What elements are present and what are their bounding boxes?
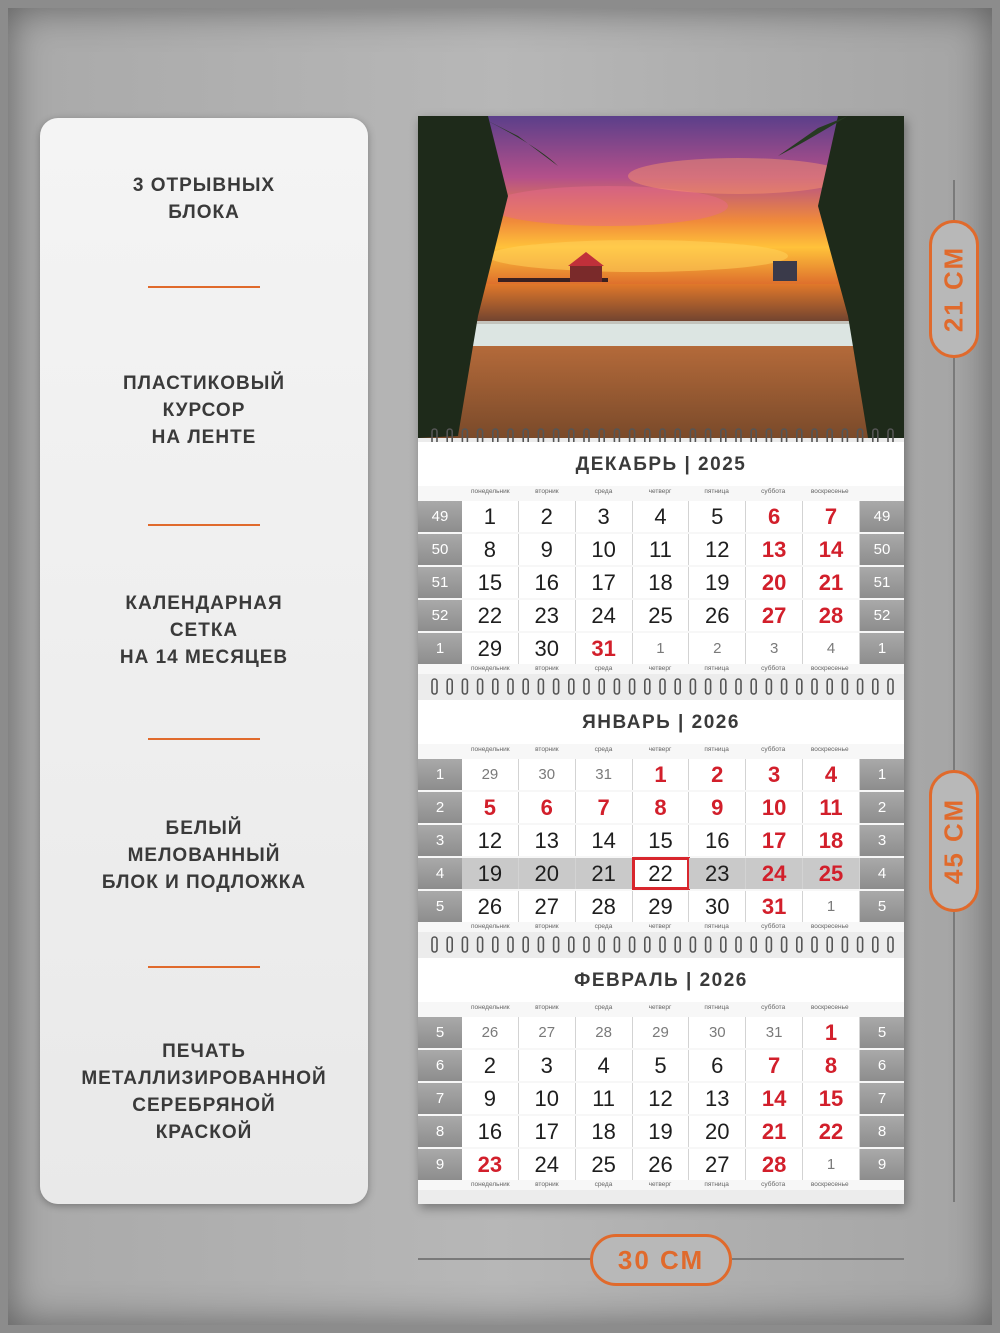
day-cell: 2 [519,501,576,532]
week-number: 1 [418,759,462,790]
day-cell: 29 [462,759,519,790]
day-cell-marked: 22 [633,858,690,889]
day-cell: 27 [519,1017,576,1048]
dimension-line [732,1258,904,1260]
day-cell: 5 [633,1050,690,1081]
week-number: 3 [860,825,904,856]
day-cell: 4 [633,501,690,532]
width-label: 30 СМ [590,1234,732,1286]
week-number: 5 [418,891,462,922]
day-cell: 4 [576,1050,633,1081]
week-number: 9 [860,1149,904,1180]
week-number: 49 [418,501,462,532]
top-height-label: 21 СМ [929,220,979,358]
wire-binding [418,678,904,696]
day-cell: 19 [633,1116,690,1147]
day-cell: 1 [803,1149,860,1180]
day-cell: 17 [576,567,633,598]
day-cell: 13 [689,1083,746,1114]
week-row [418,500,904,533]
day-cell: 15 [462,567,519,598]
week-row [418,599,904,632]
day-cell: 28 [576,891,633,922]
day-cell: 20 [519,858,576,889]
day-cell: 5 [689,501,746,532]
weekday-header: понедельник вторник среда четверг пятница суббота воскресенье [470,488,849,495]
week-number: 7 [418,1083,462,1114]
week-number: 6 [860,1050,904,1081]
feature-divider [148,524,260,526]
day-cell: 24 [746,858,803,889]
day-cell: 28 [576,1017,633,1048]
day-cell: 9 [689,792,746,823]
day-cell: 24 [576,600,633,631]
weekday-header: понедельник вторник среда четверг пятница суббота воскресенье [470,1004,849,1011]
week-number: 5 [860,1017,904,1048]
day-cell: 26 [689,600,746,631]
week-number: 8 [418,1116,462,1147]
day-cell: 10 [746,792,803,823]
day-cell: 10 [576,534,633,565]
week-row [418,791,904,824]
week-number: 5 [418,1017,462,1048]
day-cell: 25 [803,858,860,889]
day-cell: 1 [633,759,690,790]
day-cell: 25 [576,1149,633,1180]
day-cell: 31 [576,759,633,790]
week-number: 2 [418,792,462,823]
week-row [418,824,904,857]
week-number: 49 [860,501,904,532]
day-cell: 31 [746,1017,803,1048]
day-cell: 21 [576,858,633,889]
day-cell: 6 [689,1050,746,1081]
week-number: 1 [418,633,462,664]
day-cell: 27 [519,891,576,922]
feature-divider [148,286,260,288]
day-cell: 26 [633,1149,690,1180]
week-number: 50 [418,534,462,565]
day-cell: 8 [462,534,519,565]
day-cell: 19 [462,858,519,889]
weekday-footer: понедельник вторник среда четверг пятница суббота воскресенье [470,665,849,672]
weekday-footer: понедельник вторник среда четверг пятница суббота воскресенье [470,1181,849,1188]
day-cell: 14 [576,825,633,856]
week-number: 6 [418,1050,462,1081]
day-cell: 27 [689,1149,746,1180]
day-cell: 30 [519,759,576,790]
dimension-line [953,358,955,770]
feature-coated-block: БЕЛЫЙ МЕЛОВАННЫЙ БЛОК И ПОДЛОЖКА [101,818,307,893]
week-row [418,1082,904,1115]
day-cell: 9 [519,534,576,565]
day-cell: 27 [746,600,803,631]
day-cell: 31 [576,633,633,664]
day-cell: 4 [803,759,860,790]
day-cell: 2 [462,1050,519,1081]
day-cell: 21 [803,567,860,598]
month-block-february [418,958,904,1190]
day-cell: 28 [803,600,860,631]
week-number: 2 [860,792,904,823]
day-cell: 3 [746,633,803,664]
month-block-january [418,700,904,932]
dimension-line [953,912,955,1202]
week-number: 52 [418,600,462,631]
day-cell: 17 [519,1116,576,1147]
day-cell: 14 [746,1083,803,1114]
day-cell: 15 [803,1083,860,1114]
day-cell: 23 [519,600,576,631]
day-cell: 30 [689,891,746,922]
day-cell: 5 [462,792,519,823]
week-number: 50 [860,534,904,565]
feature-divider [148,738,260,740]
feature-divider [148,966,260,968]
day-cell: 13 [746,534,803,565]
day-cell: 12 [462,825,519,856]
week-number: 5 [860,891,904,922]
day-cell: 9 [462,1083,519,1114]
feature-metallic-print: ПЕЧАТЬ МЕТАЛЛИЗИРОВАННОЙ СЕРЕБРЯНОЙ КРАСКОЙ [81,1041,327,1143]
day-cell: 1 [633,633,690,664]
day-cell: 11 [633,534,690,565]
day-cell: 3 [746,759,803,790]
day-cell: 1 [462,501,519,532]
week-number: 51 [860,567,904,598]
day-cell: 31 [746,891,803,922]
day-cell: 26 [462,891,519,922]
week-number: 7 [860,1083,904,1114]
week-number: 51 [418,567,462,598]
day-cell: 4 [803,633,860,664]
day-cell: 8 [803,1050,860,1081]
day-cell: 18 [803,825,860,856]
week-row [418,1049,904,1082]
day-cell: 11 [803,792,860,823]
features-panel [40,118,368,1204]
day-cell: 22 [803,1116,860,1147]
week-row [418,1148,904,1181]
day-cell: 12 [689,534,746,565]
day-cell: 18 [576,1116,633,1147]
day-cell: 16 [689,825,746,856]
day-cell: 20 [746,567,803,598]
day-cell: 16 [519,567,576,598]
month-title: ДЕКАБРЬ | 2025 [418,442,904,486]
month-block-december [418,442,904,674]
day-cell: 3 [519,1050,576,1081]
week-number: 9 [418,1149,462,1180]
day-cell: 29 [633,891,690,922]
feature-plastic-cursor: ПЛАСТИКОВЫЙ КУРСОР НА ЛЕНТЕ [122,373,286,448]
week-row [418,758,904,791]
calendar [418,116,904,1204]
day-cell: 8 [633,792,690,823]
day-cell: 7 [746,1050,803,1081]
day-cell: 30 [689,1017,746,1048]
week-number: 8 [860,1116,904,1147]
day-cell: 26 [462,1017,519,1048]
week-number: 52 [860,600,904,631]
day-cell: 17 [746,825,803,856]
week-row [418,566,904,599]
month-title: ФЕВРАЛЬ | 2026 [418,958,904,1002]
day-cell: 11 [576,1083,633,1114]
feature-calendar-grid: КАЛЕНДАРНАЯ СЕТКА НА 14 МЕСЯЦЕВ [119,593,289,668]
week-row [418,632,904,665]
day-cell: 23 [462,1149,519,1180]
week-number: 4 [418,858,462,889]
day-cell: 1 [803,891,860,922]
day-cell: 3 [576,501,633,532]
day-cell: 29 [633,1017,690,1048]
day-cell: 19 [689,567,746,598]
weekday-footer: понедельник вторник среда четверг пятница суббота воскресенье [470,923,849,930]
day-cell: 30 [519,633,576,664]
week-number: 3 [418,825,462,856]
day-cell: 2 [689,633,746,664]
day-cell: 24 [519,1149,576,1180]
total-height-label: 45 СМ [929,770,979,912]
day-cell: 16 [462,1116,519,1147]
day-cell: 14 [803,534,860,565]
day-cell: 2 [689,759,746,790]
day-cell: 13 [519,825,576,856]
day-cell: 22 [462,600,519,631]
week-number: 1 [860,633,904,664]
month-title: ЯНВАРЬ | 2026 [418,700,904,744]
day-cell: 7 [576,792,633,823]
day-cell: 10 [519,1083,576,1114]
day-cell: 20 [689,1116,746,1147]
day-cell: 6 [519,792,576,823]
week-row [418,1016,904,1049]
day-cell: 6 [746,501,803,532]
day-cell: 21 [746,1116,803,1147]
wire-binding [418,936,904,954]
dimension-line [953,180,955,220]
day-cell: 12 [633,1083,690,1114]
dimension-line [418,1258,592,1260]
week-row [418,1115,904,1148]
week-row [418,857,904,890]
day-cell: 18 [633,567,690,598]
week-row [418,533,904,566]
day-cell: 1 [803,1017,860,1048]
week-number: 4 [860,858,904,889]
day-cell: 28 [746,1149,803,1180]
week-row [418,890,904,923]
week-number: 1 [860,759,904,790]
weekday-header: понедельник вторник среда четверг пятница суббота воскресенье [470,746,849,753]
day-cell: 15 [633,825,690,856]
day-cell: 29 [462,633,519,664]
day-cell: 25 [633,600,690,631]
day-cell: 23 [689,858,746,889]
sunset-beach-photo [418,116,904,438]
feature-tear-off-blocks: 3 ОТРЫВНЫХ БЛОКА [132,175,276,223]
day-cell: 7 [803,501,860,532]
